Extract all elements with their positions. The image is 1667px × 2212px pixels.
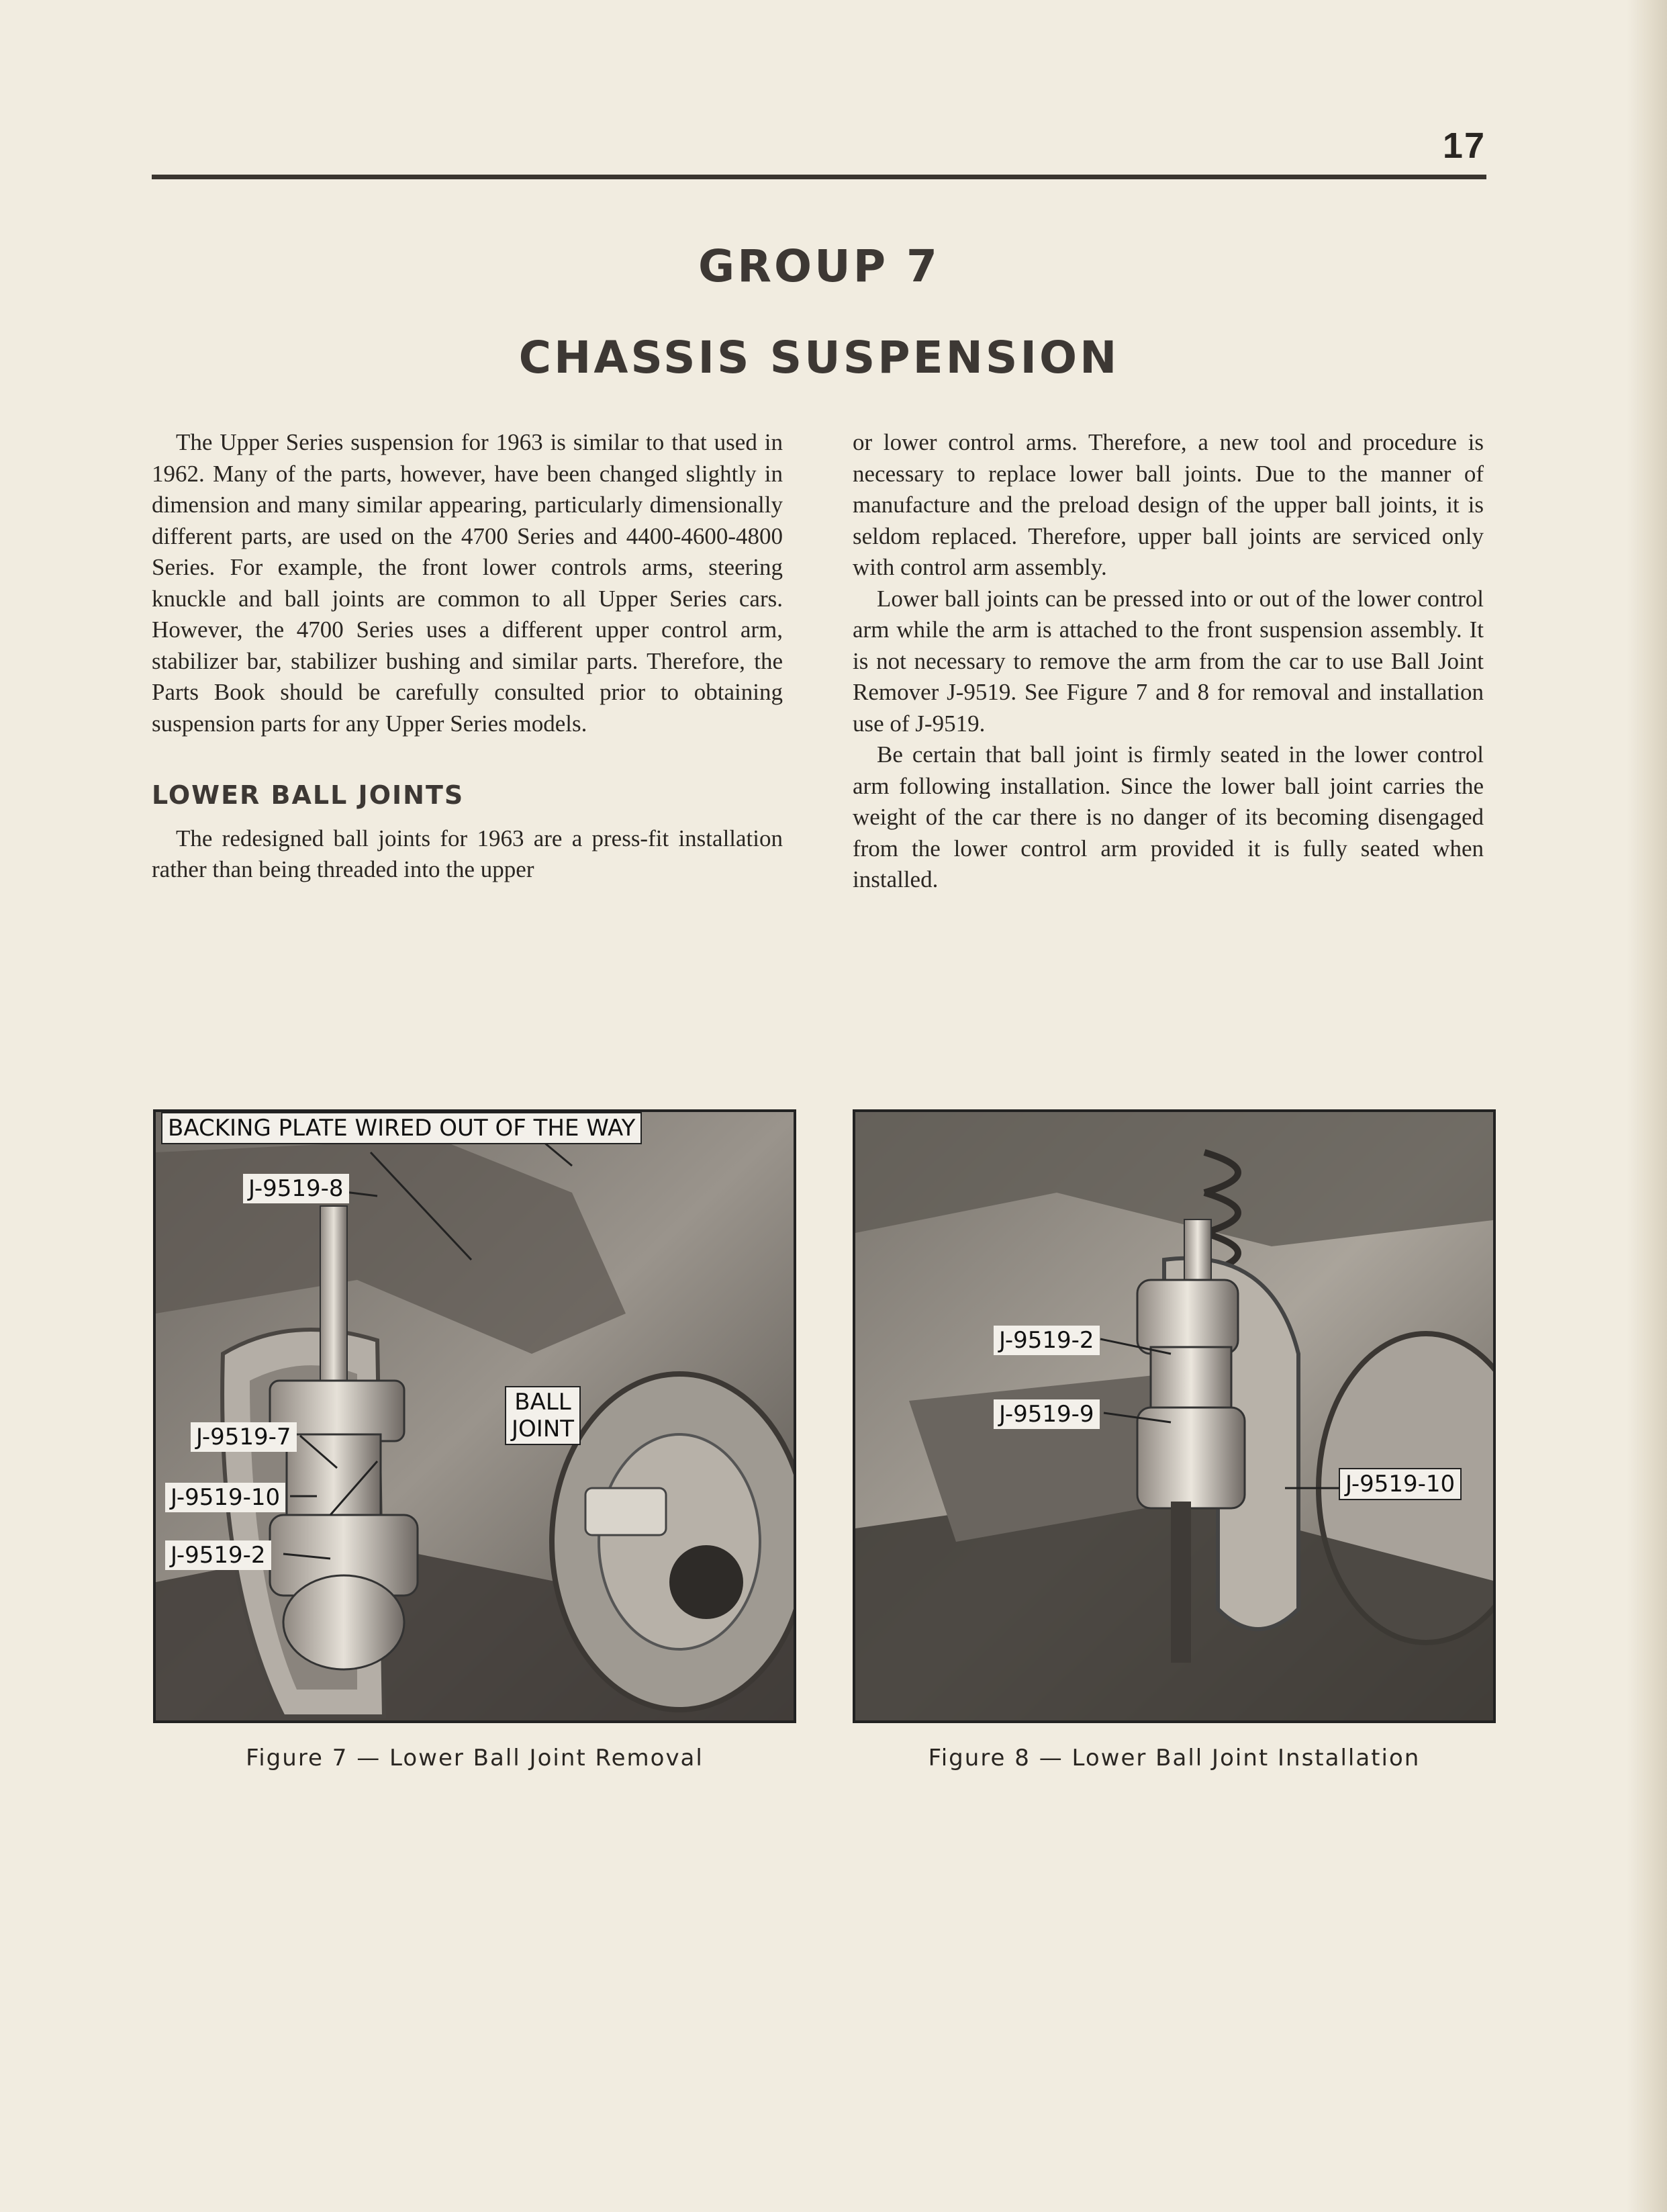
figure-8-photo <box>853 1109 1496 1723</box>
left-column <box>152 427 783 886</box>
figure-7-illustration <box>156 1112 796 1723</box>
figure-8-illustration <box>855 1112 1496 1723</box>
right-column <box>853 427 1484 896</box>
callout-ball-joint <box>505 1386 581 1445</box>
callout-j9519-9: J-9519-9 <box>994 1399 1100 1429</box>
page-number: 17 <box>1442 126 1486 166</box>
figure-7-photo <box>153 1109 796 1723</box>
right-paragraph-3: Be certain that ball joint is firmly seated in the lower control arm following installation. Since the lower ball joint carries the weight of the car there is no danger of its becoming disengaged from the lower control arm provided it is fully seated when installed. <box>853 741 1484 892</box>
section-paragraph: The redesigned ball joints for 1963 are a press-fit installation rather than being threaded into the upper <box>152 825 783 882</box>
callout-j9519-10: J-9519-10 <box>165 1483 285 1512</box>
intro-paragraph: The Upper Series suspension for 1963 is similar to that used in 1962. Many of the parts, however, have been changed slightly in dimension and many similar appearing, particularly dimensionally different parts, are used on the 4700 Series and 4400-4600-4800 Series. For example, the front lower controls arms, steering knuckle and ball joints are common to all Upper Series cars. However, the 4700 Series uses a different upper control arm, stabilizer bar, stabilizer bushing and similar parts. Therefore, the Parts Book should be carefully consulted prior to obtaining suspension parts for any Upper Series models. <box>152 429 783 737</box>
chapter-title: CHASSIS SUSPENSION <box>518 332 1120 383</box>
group-title: GROUP 7 <box>698 240 940 292</box>
callout-j9519-2: J-9519-2 <box>165 1540 271 1570</box>
page-edge <box>1627 0 1667 2212</box>
right-paragraph-2: Lower ball joints can be pressed into or out of the lower control arm while the arm is attached to the front suspension assembly. It is not necessary to remove the arm from the car to use Ball Joint Remover J-9519. See Figure 7 and 8 for removal and installation use of J-9519. <box>853 585 1484 737</box>
callout-j9519-7: J-9519-7 <box>191 1422 297 1452</box>
callout-j9519-2-fig8: J-9519-2 <box>994 1326 1100 1355</box>
callout-ball-line: BALL <box>514 1389 571 1416</box>
right-paragraph-1: or lower control arms. Therefore, a new tool and procedure is necessary to replace lower ball joints. Due to the manner of manufacture and the preload design of the upper ball joints, it is seldom replaced. Therefore, upper ball joints are serviced only with control arm assembly. <box>853 429 1484 580</box>
figure-7-caption: Figure 7 — Lower Ball Joint Removal <box>246 1745 704 1771</box>
callout-j9519-10-fig8: J-9519-10 <box>1339 1468 1462 1500</box>
section-heading: LOWER BALL JOINTS <box>152 780 465 810</box>
callout-joint-line: JOINT <box>512 1416 575 1442</box>
callout-j9519-8: J-9519-8 <box>243 1174 349 1203</box>
callout-backing-plate: BACKING PLATE WIRED OUT OF THE WAY <box>161 1112 642 1144</box>
header-rule <box>152 175 1486 179</box>
figure-8-caption: Figure 8 — Lower Ball Joint Installation <box>928 1745 1421 1771</box>
